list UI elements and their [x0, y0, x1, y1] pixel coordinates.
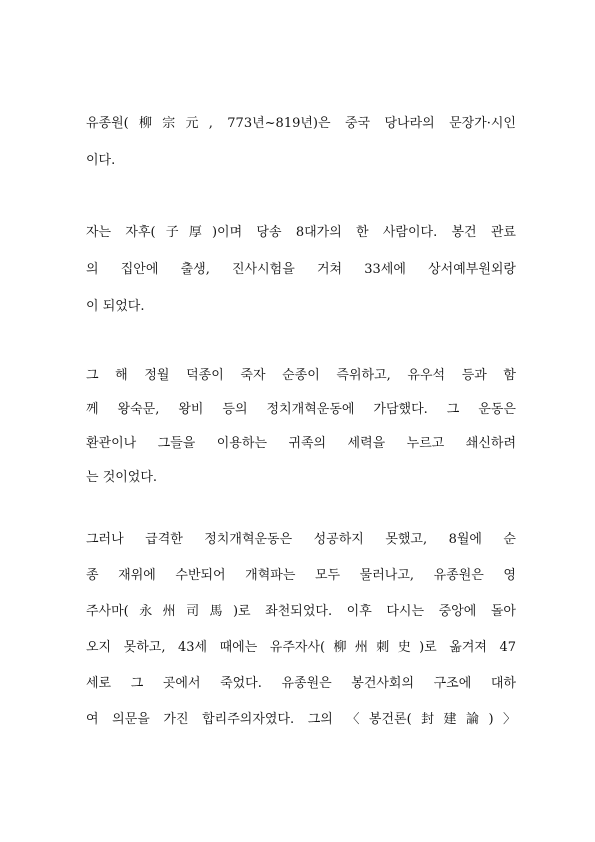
paragraph-exile [86, 522, 516, 738]
text-line: 환관이나 그들을 이용하는 귀족의 세력을 누르고 쇄신하려 [86, 436, 516, 451]
text-line: 여 의문을 가진 합리주의자였다. 그의 〈봉건론(封建論)〉 [86, 712, 516, 727]
text-line: 유종원(柳宗元, 773년~819년)은 중국 당나라의 문장가·시인 [86, 116, 516, 131]
paragraph-reform [86, 359, 516, 495]
text-line: 세로 그 곳에서 죽었다. 유종원은 봉건사회의 구조에 대하 [86, 676, 516, 691]
text-line: 의 집안에 출생, 진사시험을 거쳐 33세에 상서예부원외랑 [86, 262, 516, 277]
text-line: 자는 자후(子厚)이며 당송 8대가의 한 사람이다. 봉건 관료 [86, 225, 516, 240]
text-line: 그 해 정월 덕종이 죽자 순종이 즉위하고, 유우석 등과 함 [86, 368, 516, 383]
text-line: 께 왕숙문, 왕비 등의 정치개혁운동에 가담했다. 그 운동은 [86, 402, 516, 417]
text-line: 이 되었다. [86, 299, 145, 314]
paragraph-background [86, 214, 516, 325]
text-line: 그러나 급격한 정치개혁운동은 성공하지 못했고, 8월에 순 [86, 532, 516, 547]
paragraph-intro [86, 105, 516, 179]
text-line: 종 재위에 수반되어 개혁파는 모두 물러나고, 유종원은 영 [86, 568, 516, 583]
text-line: 이다. [86, 153, 116, 168]
text-line: 는 것이었다. [86, 470, 158, 485]
text-line: 오지 못하고, 43세 때에는 유주자사(柳州刺史)로 옮겨져 47 [86, 640, 516, 655]
text-line: 주사마(永州司馬)로 좌천되었다. 이후 다시는 중앙에 돌아 [86, 604, 516, 619]
